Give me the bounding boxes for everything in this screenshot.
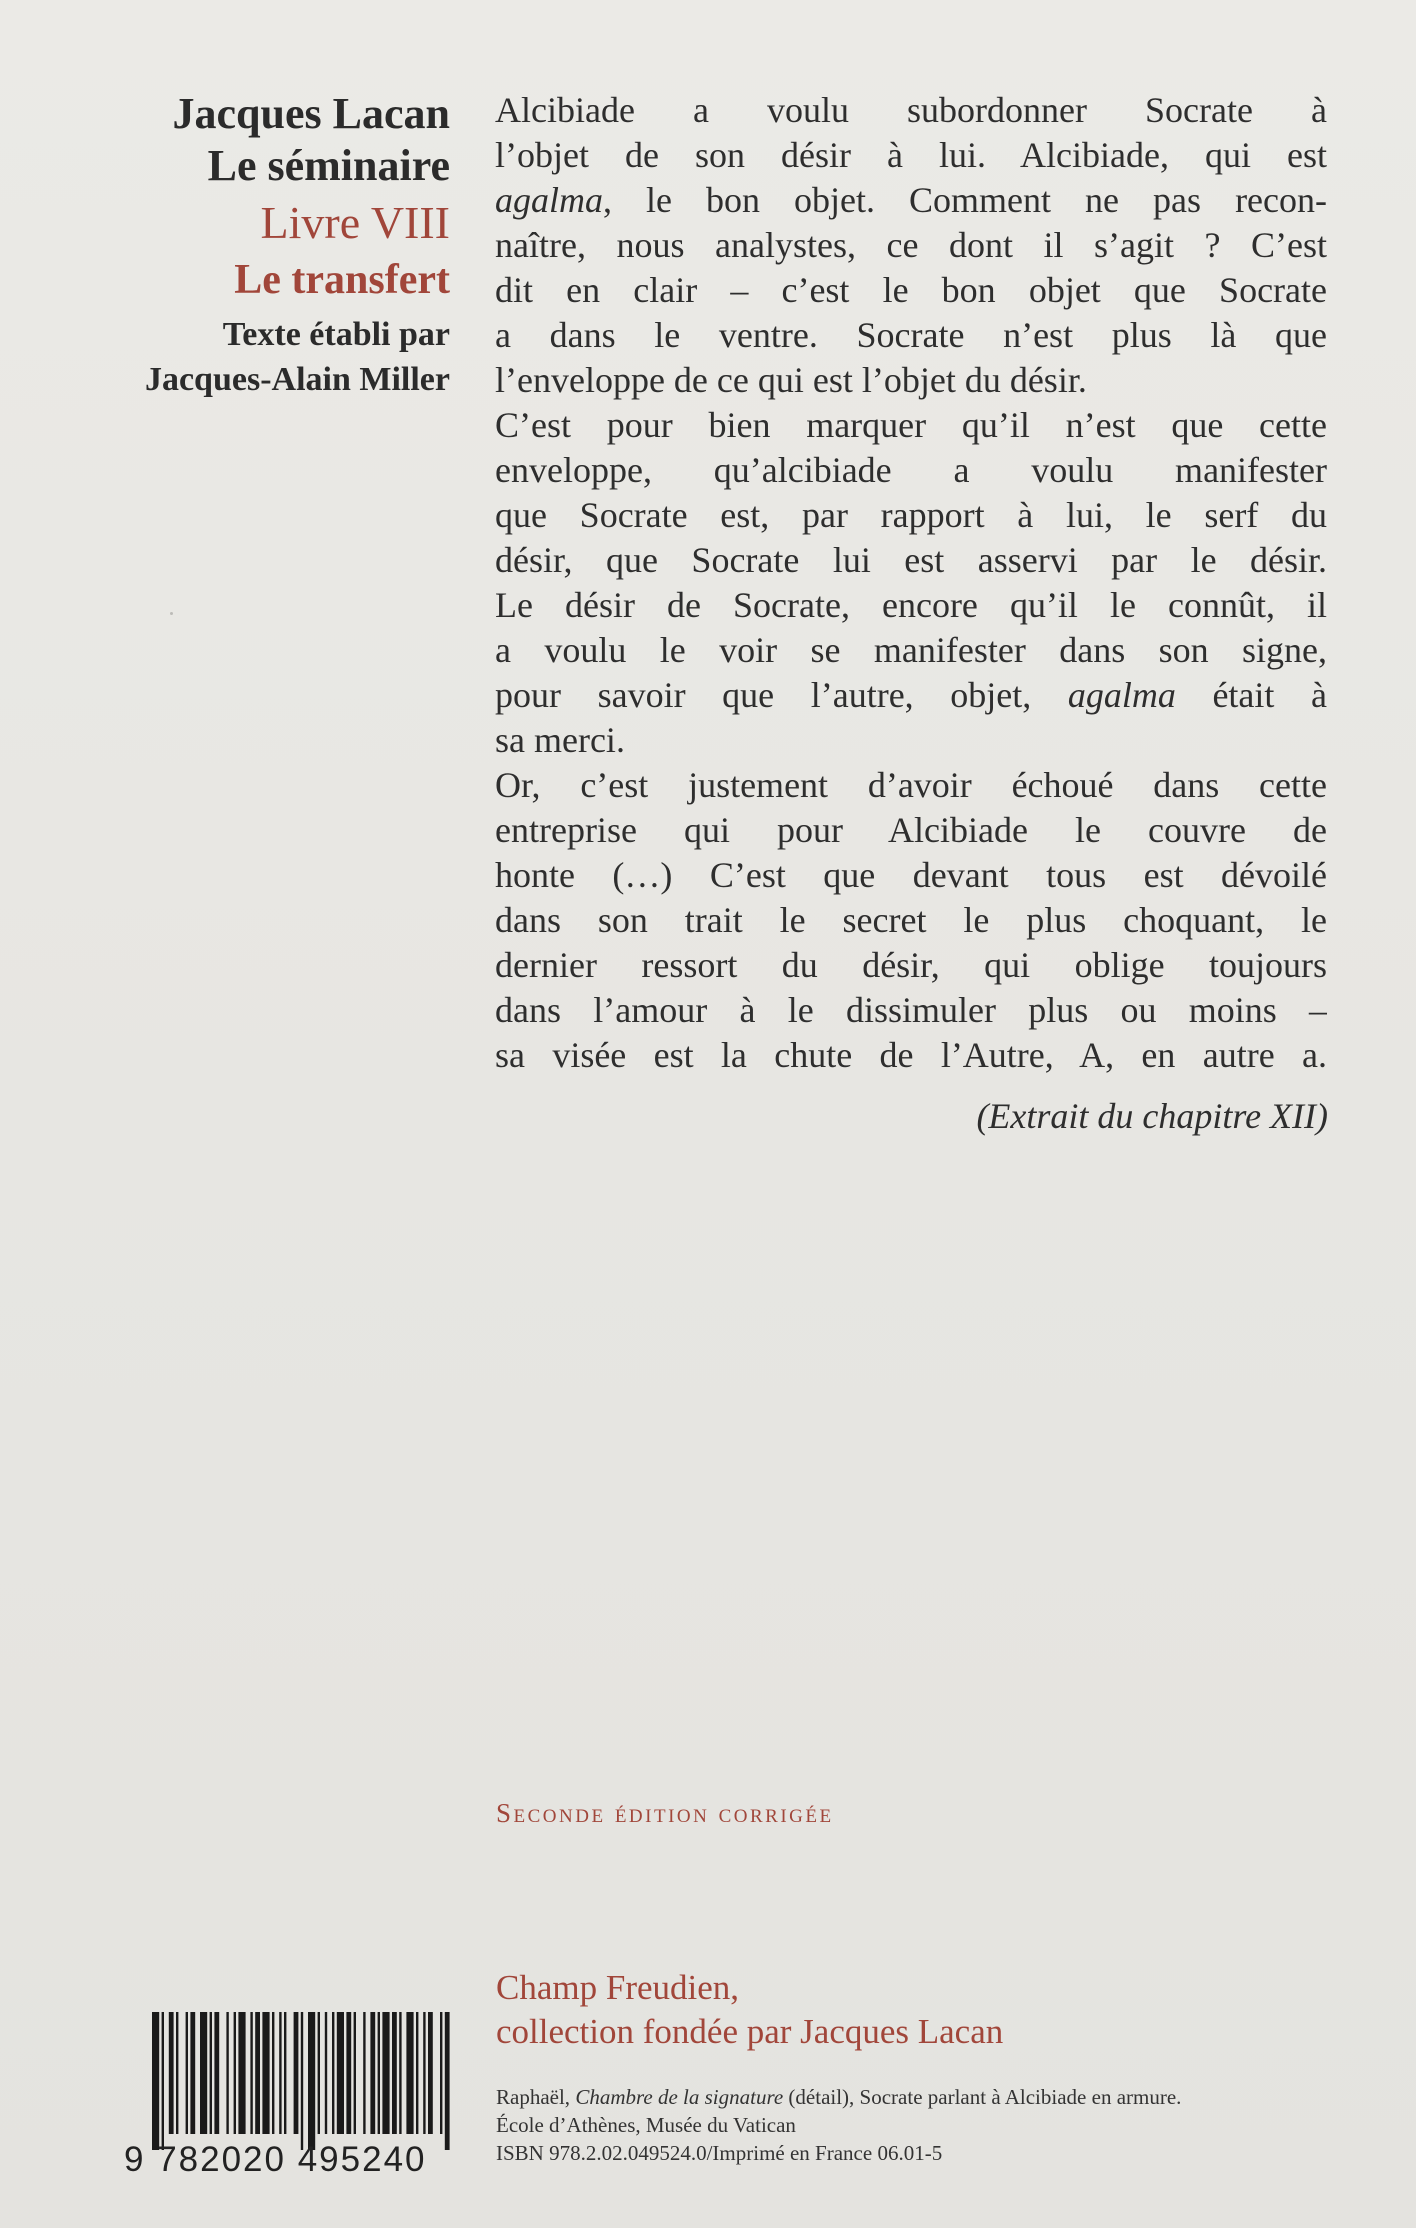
barcode — [152, 2012, 452, 2150]
barcode-bar — [152, 2012, 159, 2150]
barcode-bar — [214, 2012, 219, 2134]
excerpt-line: l’enveloppe de ce qui est l’objet du désir. — [495, 360, 1087, 400]
excerpt-line: désir, que Socrate lui est asservi par le désir. — [495, 540, 1327, 580]
collection-line1: Champ Freudien, — [496, 1968, 740, 2007]
barcode-bar — [186, 2012, 188, 2134]
barcode-bar — [238, 2012, 245, 2134]
barcode-bar — [255, 2012, 260, 2134]
excerpt-text — [495, 88, 1327, 1078]
artwork-location: École d’Athènes, Musée du Vatican — [496, 2113, 796, 2137]
barcode-bar — [325, 2012, 327, 2134]
barcode-bar — [378, 2012, 380, 2134]
paper-speck — [170, 612, 173, 615]
barcode-bar — [162, 2012, 164, 2150]
excerpt-line: dit en clair – c’est le bon objet que Socrate — [495, 270, 1327, 310]
barcode-bar — [363, 2012, 365, 2134]
isbn-line: ISBN 978.2.02.049524.0/Imprimé en France 06.01-5 — [496, 2141, 943, 2165]
barcode-bar — [332, 2012, 334, 2134]
artwork-credit: Raphaël, Chambre de la signature (détail), Socrate parlant à Alcibiade en armure. — [496, 2085, 1182, 2109]
barcode-bar — [234, 2012, 236, 2134]
barcode-bar — [279, 2012, 281, 2134]
excerpt-line: sa visée est la chute de l’Autre, A, en autre a. — [495, 1035, 1327, 1075]
excerpt-line: agalma, le bon objet. Comment ne pas recon- — [495, 180, 1327, 220]
barcode-bar — [416, 2012, 418, 2134]
excerpt-line: sa merci. — [495, 720, 625, 760]
excerpt-line: Alcibiade a voulu subordonner Socrate à — [495, 90, 1327, 130]
excerpt-line: Or, c’est justement d’avoir échoué dans cette — [495, 765, 1327, 805]
barcode-bar — [200, 2012, 207, 2134]
barcode-digits: 9 782020 495240 — [124, 2140, 427, 2179]
excerpt-line: pour savoir que l’autre, objet, agalma était à — [495, 675, 1327, 715]
barcode-bar — [354, 2012, 356, 2134]
barcode-bar — [262, 2012, 269, 2134]
barcode-bar — [406, 2012, 413, 2134]
excerpt-line: dans son trait le secret le plus choquant, le — [495, 900, 1327, 940]
barcode-bar — [370, 2012, 375, 2134]
excerpt-line: dans l’amour à le dissimuler plus ou moins – — [495, 990, 1327, 1030]
title-block — [40, 88, 450, 402]
barcode-bar — [176, 2012, 178, 2134]
excerpt-line: dernier ressort du désir, qui oblige toujours — [495, 945, 1327, 985]
excerpt-line: que Socrate est, par rapport à lui, le serf du — [495, 495, 1327, 535]
barcode-bar — [337, 2012, 344, 2134]
edition-note: Seconde édition corrigée — [496, 1798, 834, 1828]
editor-credit-line1: Texte établi par — [222, 316, 450, 353]
barcode-bar — [272, 2012, 274, 2134]
excerpt-line: a dans le ventre. Socrate n’est plus là que — [495, 315, 1327, 355]
series-title: Le séminaire — [207, 141, 450, 190]
excerpt-line: C’est pour bien marquer qu’il n’est que cette — [495, 405, 1327, 445]
barcode-bar — [423, 2012, 425, 2134]
excerpt-line: enveloppe, qu’alcibiade a voulu manifester — [495, 450, 1327, 490]
barcode-bar — [250, 2012, 252, 2134]
excerpt-line: l’objet de son désir à lui. Alcibiade, qui est — [495, 135, 1327, 175]
collection-line2: collection fondée par Jacques Lacan — [496, 2012, 1004, 2051]
barcode-bar — [169, 2012, 174, 2134]
barcode-bar — [346, 2012, 351, 2134]
barcode-bar — [445, 2012, 450, 2150]
barcode-bar — [284, 2012, 286, 2134]
collection-credit — [496, 1966, 1003, 2054]
barcode-bar — [428, 2012, 433, 2134]
barcode-bar — [301, 2012, 303, 2150]
barcode-bar — [226, 2012, 228, 2134]
excerpt-source: (Extrait du chapitre XII) — [976, 1096, 1328, 1136]
excerpt-line: naître, nous analystes, ce dont il s’agit ? C’est — [495, 225, 1327, 265]
barcode-bar — [392, 2012, 397, 2134]
barcode-bar — [440, 2012, 442, 2134]
barcode-bar — [210, 2012, 212, 2134]
barcode-bar — [318, 2012, 320, 2134]
author-name: Jacques Lacan — [172, 89, 450, 138]
barcode-bar — [399, 2012, 401, 2134]
editor-credit-line2: Jacques-Alain Miller — [144, 361, 450, 398]
barcode-bar — [190, 2012, 195, 2134]
excerpt-line: Le désir de Socrate, encore qu’il le connût, il — [495, 585, 1327, 625]
book-number: Livre VIII — [260, 197, 450, 248]
barcode-bar — [308, 2012, 315, 2150]
excerpt-line: entreprise qui pour Alcibiade le couvre de — [495, 810, 1327, 850]
excerpt-line: a voulu le voir se manifester dans son signe, — [495, 630, 1327, 670]
book-subtitle: Le transfert — [234, 257, 450, 303]
barcode-bar — [382, 2012, 389, 2134]
cover-credits — [496, 2083, 1181, 2167]
excerpt-line: honte (…) C’est que devant tous est dévoilé — [495, 855, 1327, 895]
barcode-bar — [294, 2012, 299, 2134]
